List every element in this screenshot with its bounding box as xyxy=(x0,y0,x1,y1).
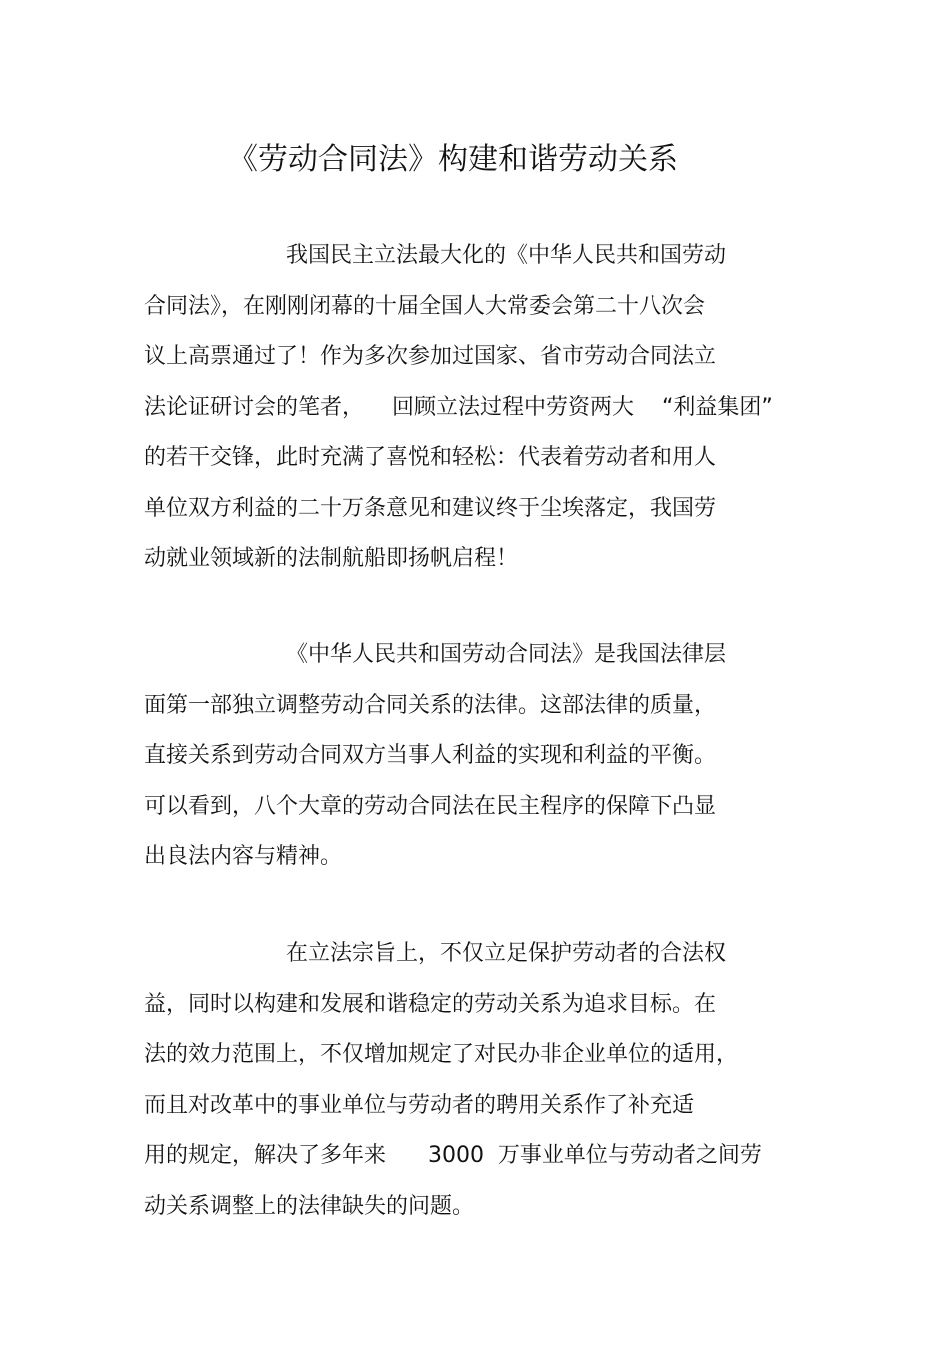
paragraph-line: 益，同时以构建和发展和谐稳定的劳动关系为追求目标。在 xyxy=(144,991,717,1017)
paragraph-line: 法的效力范围上，不仅增加规定了对民办非企业单位的适用， xyxy=(144,1042,739,1067)
paragraph-line: 出良法内容与精神。 xyxy=(144,844,343,869)
paragraph-line: 在立法宗旨上，不仅立足保护劳动者的合法权 xyxy=(286,941,727,966)
paragraph-line: 可以看到，八个大章的劳动合同法在民主程序的保障下凸显 xyxy=(144,793,717,819)
paragraph-line: 动就业领域新的法制航船即扬帆启程！ xyxy=(144,546,519,571)
paragraph-1 xyxy=(144,231,824,585)
paragraph-line: 用的规定，解决了多年来 3000 万事业单位与劳动者之间劳 xyxy=(144,1143,762,1168)
paragraph-line: 单位双方利益的二十万条意见和建议终于尘埃落定，我国劳 xyxy=(144,495,717,521)
paragraph-line: 而且对改革中的事业单位与劳动者的聘用关系作了补充适 xyxy=(144,1092,695,1118)
paragraph-line: 法论证研讨会的笔者， 回顾立法过程中劳资两大 “利益集团” xyxy=(144,394,773,420)
paragraph-2 xyxy=(144,630,824,883)
document-title: 《劳动合同法》构建和谐劳动关系 xyxy=(228,142,678,178)
paragraph-line: 动关系调整上的法律缺失的问题。 xyxy=(144,1193,475,1219)
paragraph-line: 我国民主立法最大化的《中华人民共和国劳动 xyxy=(286,243,727,268)
paragraph-line: 的若干交锋，此时充满了喜悦和轻松：代表着劳动者和用人 xyxy=(144,445,717,470)
paragraph-line: 议上高票通过了！作为多次参加过国家、省市劳动合同法立 xyxy=(144,344,717,369)
paragraph-line: 直接关系到劳动合同双方当事人利益的实现和利益的平衡。 xyxy=(144,743,717,768)
paragraph-line: 合同法》，在刚刚闭幕的十届全国人大常委会第二十八次会 xyxy=(144,293,706,319)
paragraph-line: 《中华人民共和国劳动合同法》是我国法律层 xyxy=(286,642,727,667)
paragraph-line: 面第一部独立调整劳动合同关系的法律。这部法律的质量， xyxy=(144,692,717,718)
paragraph-3 xyxy=(144,929,824,1232)
